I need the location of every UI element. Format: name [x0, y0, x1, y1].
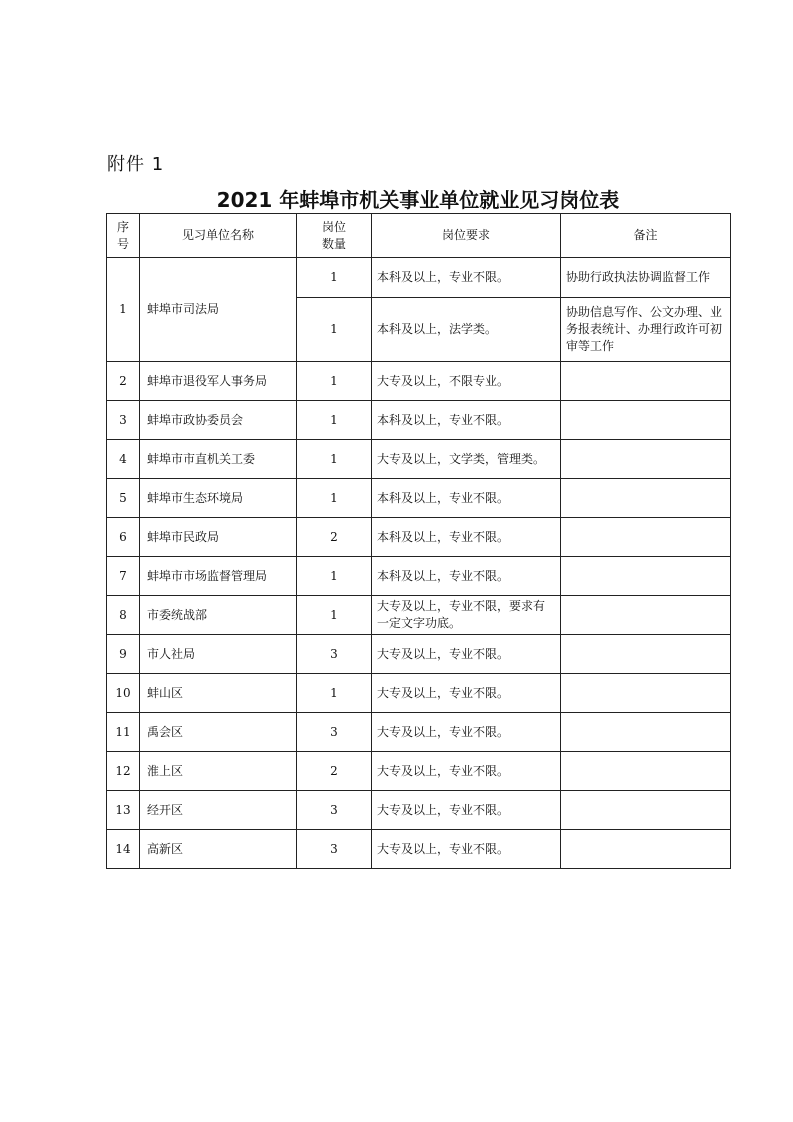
row-note [561, 518, 731, 557]
row-unit: 蚌埠市退役军人事务局 [140, 362, 297, 401]
row-qty: 2 [297, 518, 372, 557]
row-no: 5 [107, 479, 140, 518]
row-qty: 1 [297, 258, 372, 298]
table-header-row [107, 214, 731, 258]
row-qty: 2 [297, 752, 372, 791]
row-unit: 淮上区 [140, 752, 297, 791]
row-no: 3 [107, 401, 140, 440]
row-note [561, 674, 731, 713]
table-row [107, 830, 731, 869]
row-note [561, 713, 731, 752]
row-unit: 市委统战部 [140, 596, 297, 635]
row-qty: 1 [297, 674, 372, 713]
row-qty: 3 [297, 830, 372, 869]
row-requirement: 本科及以上，专业不限。 [372, 518, 561, 557]
row-requirement: 大专及以上，专业不限。 [372, 791, 561, 830]
row-qty: 1 [297, 440, 372, 479]
row-requirement: 大专及以上，文学类，管理类。 [372, 440, 561, 479]
row-no: 11 [107, 713, 140, 752]
table-row [107, 362, 731, 401]
row-unit: 蚌山区 [140, 674, 297, 713]
row-qty: 1 [297, 298, 372, 362]
table-row [107, 440, 731, 479]
row-requirement: 本科及以上，专业不限。 [372, 401, 561, 440]
row-note [561, 791, 731, 830]
row-requirement: 大专及以上，专业不限。 [372, 830, 561, 869]
row-requirement: 本科及以上，专业不限。 [372, 557, 561, 596]
page-title: 2021 年蚌埠市机关事业单位就业见习岗位表 [216, 188, 620, 212]
attachment-label: 附件 1 [107, 154, 165, 175]
row-note: 协助行政执法协调监督工作 [561, 258, 731, 298]
row-requirement: 大专及以上，专业不限。 [372, 674, 561, 713]
row-unit: 蚌埠市民政局 [140, 518, 297, 557]
row-requirement: 本科及以上，法学类。 [372, 298, 561, 362]
table-row [107, 752, 731, 791]
row-unit: 禹会区 [140, 713, 297, 752]
header-note: 备注 [561, 214, 731, 258]
table-row [107, 713, 731, 752]
row-unit: 市人社局 [140, 635, 297, 674]
row-note [561, 596, 731, 635]
row-note [561, 401, 731, 440]
row-note [561, 752, 731, 791]
row-qty: 1 [297, 479, 372, 518]
row-no: 4 [107, 440, 140, 479]
row-note [561, 635, 731, 674]
header-requirement: 岗位要求 [372, 214, 561, 258]
row-note [561, 479, 731, 518]
row-no: 2 [107, 362, 140, 401]
table-row [107, 401, 731, 440]
header-qty: 岗位 数量 [297, 214, 372, 258]
table-row [107, 674, 731, 713]
row-qty: 3 [297, 635, 372, 674]
row-requirement: 大专及以上，不限专业。 [372, 362, 561, 401]
table-row [107, 258, 731, 298]
table-row [107, 557, 731, 596]
table-row [107, 635, 731, 674]
row-qty: 3 [297, 713, 372, 752]
row-requirement: 本科及以上，专业不限。 [372, 258, 561, 298]
row-no: 1 [107, 258, 140, 362]
row-requirement: 大专及以上，专业不限。 [372, 635, 561, 674]
header-no: 序 号 [107, 214, 140, 258]
row-no: 10 [107, 674, 140, 713]
row-note: 协助信息写作、公文办理、业务报表统计、办理行政许可初审等工作 [561, 298, 731, 362]
row-unit: 经开区 [140, 791, 297, 830]
row-no: 13 [107, 791, 140, 830]
row-unit: 蚌埠市生态环境局 [140, 479, 297, 518]
row-no: 14 [107, 830, 140, 869]
header-unit: 见习单位名称 [140, 214, 297, 258]
table-row [107, 596, 731, 635]
row-no: 7 [107, 557, 140, 596]
table-row [107, 791, 731, 830]
row-note [561, 830, 731, 869]
row-unit: 蚌埠市政协委员会 [140, 401, 297, 440]
row-note [561, 440, 731, 479]
row-qty: 1 [297, 362, 372, 401]
row-qty: 3 [297, 791, 372, 830]
row-qty: 1 [297, 401, 372, 440]
row-qty: 1 [297, 596, 372, 635]
row-no: 8 [107, 596, 140, 635]
row-unit: 蚌埠市司法局 [140, 258, 297, 362]
row-note [561, 362, 731, 401]
table-row [107, 518, 731, 557]
table-row [107, 479, 731, 518]
row-qty: 1 [297, 557, 372, 596]
row-unit: 蚌埠市市场监督管理局 [140, 557, 297, 596]
row-unit: 蚌埠市市直机关工委 [140, 440, 297, 479]
row-requirement: 大专及以上，专业不限。 [372, 713, 561, 752]
row-requirement: 大专及以上，专业不限，要求有一定文字功底。 [372, 596, 561, 635]
row-no: 12 [107, 752, 140, 791]
row-no: 6 [107, 518, 140, 557]
row-no: 9 [107, 635, 140, 674]
row-requirement: 大专及以上，专业不限。 [372, 752, 561, 791]
row-unit: 高新区 [140, 830, 297, 869]
internship-positions-table [106, 213, 731, 869]
row-note [561, 557, 731, 596]
row-requirement: 本科及以上，专业不限。 [372, 479, 561, 518]
